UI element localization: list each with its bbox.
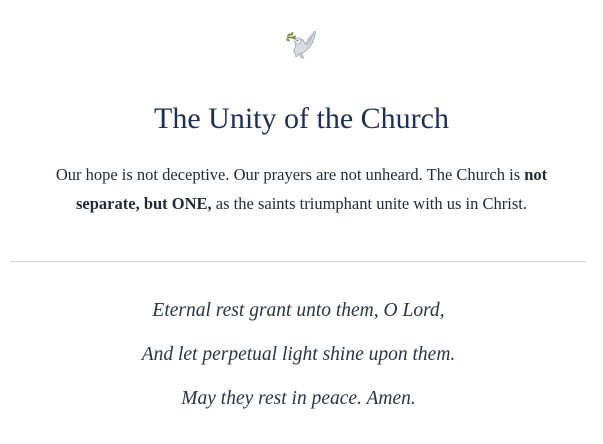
- prayer-line-2: And let perpetual light shine upon them.: [141, 344, 456, 365]
- intro-emphasis: not separate, but ONE,: [76, 165, 548, 213]
- intro-text-part2: as the saints triumphant unite with us in Christ.: [211, 194, 527, 213]
- page-title: The Unity of the Church: [154, 102, 449, 135]
- dove-icon: [283, 24, 321, 62]
- prayer-line-3: May they rest in peace. Amen.: [181, 388, 416, 409]
- intro-text-part1: Our hope is not deceptive. Our prayers are not unheard. The Church is: [55, 165, 525, 184]
- intro-paragraph: [22, 160, 581, 218]
- dove-icon-container: [0, 24, 603, 67]
- section-divider: [10, 261, 586, 262]
- prayer-line-1: Eternal rest grant unto them, O Lord,: [152, 300, 445, 321]
